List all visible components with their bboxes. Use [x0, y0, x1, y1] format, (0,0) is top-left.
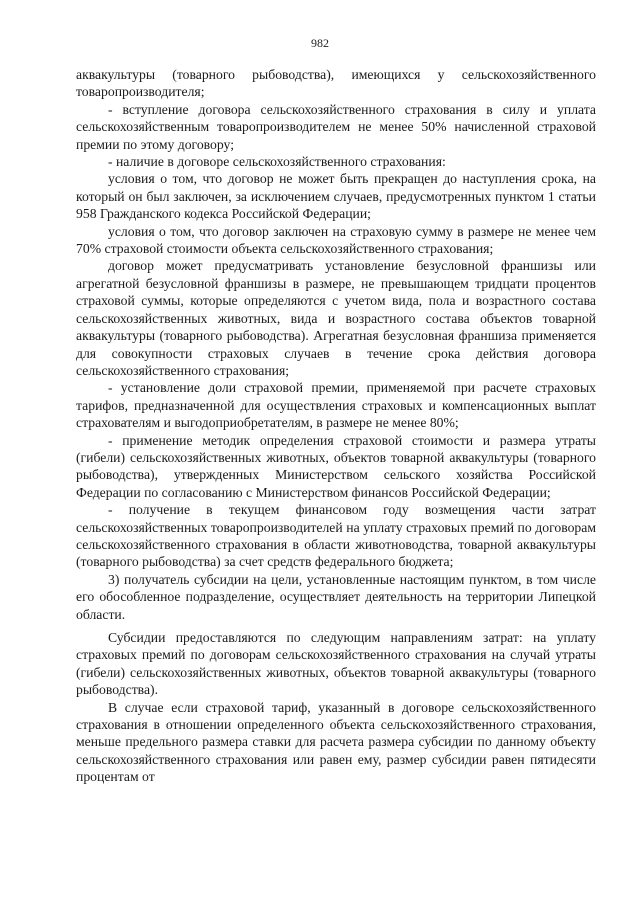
paragraph: условия о том, что договор не может быть прекращен до наступления срока, на который он был заключен, за исключением случаев, предусмотренных пунктом 1 статьи 958 Гражданского кодекса Российской Федерации;	[76, 171, 596, 222]
page-number: 982	[311, 36, 329, 50]
paragraph: договор может предусматривать установление безусловной франшизы или агрегатной безусловной франшизы в размере, не превышающем тридцати процентов страховой суммы, которые определяются с учетом вида, пола и возрастного состава сельскохозяйственных животных, вида и возрастного состава объектов товарной аквакультуры (товарного рыбоводства). Агрегатная безусловная франшиза применяется для совокупности страховых случаев в течение срока действия договора сельскохозяйственного страхования;	[76, 258, 596, 378]
paragraph: В случае если страховой тариф, указанный в договоре сельскохозяйственного страхования в отношении определенного объекта сельскохозяйственного страхования, меньше предельного размера ставки для расчета размера субсидии по данному объекту сельскохозяйственного страхования или равен ему, размер субсидии равен пятидесяти процентам от	[76, 699, 596, 785]
paragraph: Субсидии предоставляются по следующим направлениям затрат: на уплату страховых премий по договорам сельскохозяйственного страхования на случай утраты (гибели) сельскохозяйственных животных, объектов товарной аквакультуры (товарного рыбоводства).	[76, 630, 596, 698]
paragraph: - установление доли страховой премии, применяемой при расчете страховых тарифов, предназначенной для осуществления страховых и компенсационных выплат страхователям и выгодоприобретателям, в размере не менее 80%;	[76, 380, 596, 431]
paragraph: условия о том, что договор заключен на страховую сумму в размере не менее чем 70% страховой стоимости объекта сельскохозяйственного страхования;	[76, 223, 596, 257]
paragraph: аквакультуры (товарного рыбоводства), имеющихся у сельскохозяйственного товаропроизводителя;	[76, 67, 596, 100]
paragraph: - наличие в договоре сельскохозяйственного страхования:	[108, 154, 446, 170]
paragraph: 3) получатель субсидии на цели, установленные настоящим пунктом, в том числе его обособленное подразделение, осуществляет деятельность на территории Липецкой области.	[76, 571, 596, 622]
paragraph: - получение в текущем финансовом году возмещения части затрат сельскохозяйственных товаропроизводителей на уплату страховых премий по договорам сельскохозяйственного страхования в области животноводства, товарной аквакультуры (товарного рыбоводства) за счет средств федерального бюджета;	[76, 502, 596, 570]
paragraph: - применение методик определения страховой стоимости и размера утраты (гибели) сельскохозяйственных животных, объектов товарной аквакультуры (товарного рыбоводства), утвержденных Министерством сельского хозяйства Российской Федерации по согласованию с Министерством финансов Российской Федерации;	[76, 432, 596, 500]
paragraph: - вступление договора сельскохозяйственного страхования в силу и уплата сельскохозяйственным товаропроизводителем не менее 50% начисленной страховой премии по этому договору;	[76, 101, 596, 152]
document-body	[76, 66, 596, 786]
